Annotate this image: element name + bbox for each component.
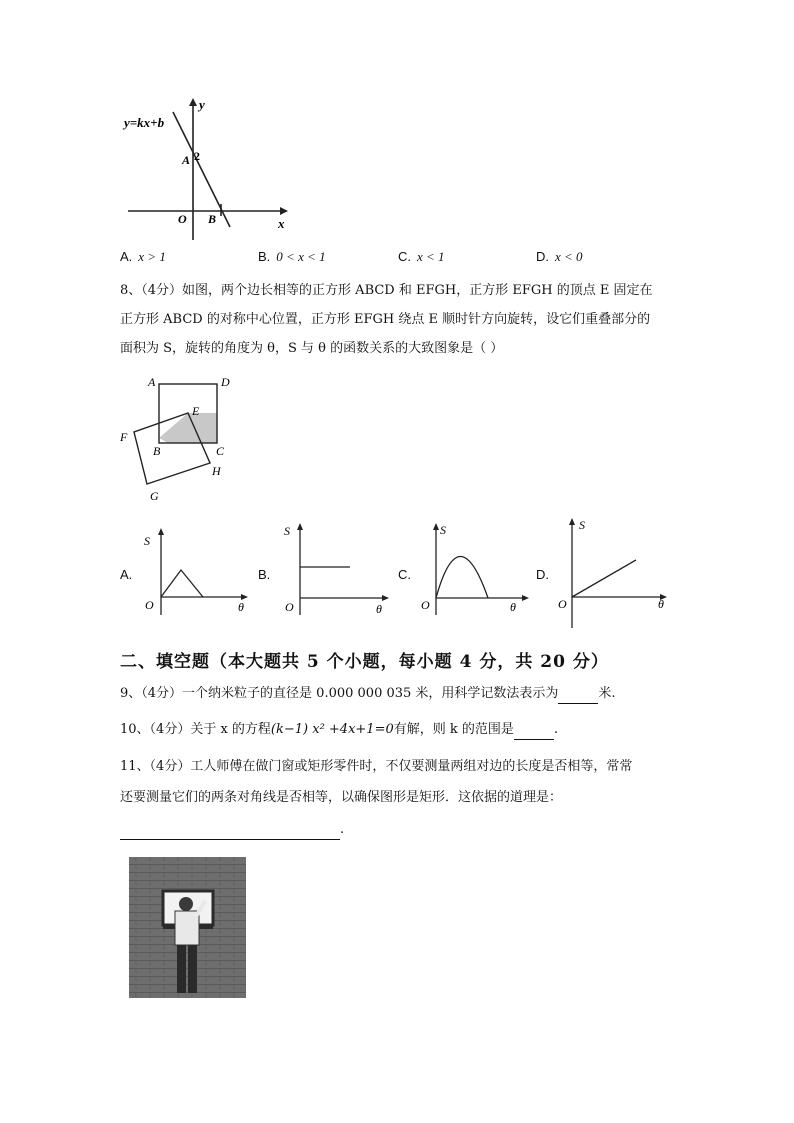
- s-label: S: [284, 524, 290, 538]
- theta-label: θ: [510, 600, 516, 614]
- theta-label: θ: [238, 600, 244, 614]
- q8-option-a-label[interactable]: A.: [120, 567, 133, 582]
- q8-option-a-graph[interactable]: [138, 525, 253, 615]
- origin-label: O: [145, 598, 154, 612]
- curve-increasing: [572, 560, 636, 597]
- curve-triangle: [161, 570, 203, 597]
- q7-linear-graph: [118, 92, 298, 242]
- q10-text-2: 有解，则 k 的范围是: [393, 722, 514, 737]
- y-axis-label: y: [199, 97, 205, 112]
- origin-label: O: [285, 600, 294, 614]
- x-axis-arrow: [280, 207, 288, 215]
- q8-line-1: 8、（4分）如图，两个边长相等的正方形 ABCD 和 EFGH，正方形 EFGH 的顶点 E 固定在: [120, 283, 653, 298]
- worker-head: [179, 897, 193, 911]
- q7-option-b[interactable]: B. 0 < x < 1: [258, 249, 326, 264]
- curve-arch: [436, 557, 488, 599]
- label-e: E: [192, 404, 200, 418]
- worker-leg-right: [188, 945, 197, 993]
- worker-leg-left: [177, 945, 186, 993]
- q7-option-a[interactable]: A. x > 1: [120, 249, 166, 264]
- label-b: B: [153, 444, 161, 458]
- y-axis-arrow: [158, 528, 164, 535]
- point-b-label: B: [208, 212, 217, 226]
- s-label: S: [440, 523, 446, 537]
- worker-shirt: [175, 911, 199, 945]
- origin-label: O: [558, 597, 567, 611]
- overlap-region: [159, 413, 217, 443]
- origin-label: O: [421, 598, 430, 612]
- q10-end: .: [553, 722, 559, 737]
- y-axis-arrow: [433, 523, 439, 530]
- q9-question: [120, 685, 616, 704]
- origin-label: O: [178, 212, 187, 226]
- theta-label: θ: [658, 597, 664, 611]
- q10-text: 10、（4分）关于 x 的方程: [120, 722, 271, 737]
- section-2-heading: 二、填空题（本大题共 5 个小题，每小题 4 分，共 20 分）: [120, 652, 609, 672]
- q8-option-b-label[interactable]: B.: [258, 567, 271, 582]
- s-label: S: [579, 518, 585, 532]
- q8-squares-figure: [112, 370, 232, 510]
- q7-option-c[interactable]: C. x < 1: [398, 249, 445, 264]
- q8-line-3: 面积为 S，旋转的角度为 θ，S 与 θ 的函数关系的大致图象是（ ）: [120, 341, 504, 356]
- point-a-value: 2: [194, 149, 200, 163]
- x-axis-label: x: [278, 216, 285, 231]
- label-c: C: [216, 444, 225, 458]
- q8-option-d-graph[interactable]: [554, 515, 672, 630]
- x-axis-arrow: [522, 595, 529, 601]
- q11-line-1: 11、（4分）工人师傅在做门窗或矩形零件时，不仅要测量两组对边的长度是否相等，常常: [120, 759, 633, 774]
- point-a-label: A: [182, 153, 191, 167]
- q11-end: .: [340, 822, 345, 837]
- q9-answer-blank[interactable]: [558, 685, 598, 704]
- line-label: y=kx+b: [124, 115, 165, 130]
- label-f: F: [120, 430, 128, 444]
- label-d: D: [221, 375, 230, 389]
- q10-equation: (k−1) x² +4x+1=0: [270, 722, 394, 737]
- q11-worker-window-photo: [129, 857, 246, 998]
- q8-option-c-label[interactable]: C.: [398, 567, 411, 582]
- q11-answer-line: [120, 821, 344, 840]
- label-a: A: [148, 375, 156, 389]
- theta-label: θ: [376, 602, 382, 615]
- q10-answer-blank[interactable]: [514, 721, 554, 740]
- s-label: S: [144, 534, 150, 548]
- q9-text: 9、（4分）一个纳米粒子的直径是 0.000 000 035 米，用科学记数法表示为: [120, 686, 559, 701]
- q8-option-c-graph[interactable]: [416, 520, 534, 615]
- q7-option-d[interactable]: D. x < 0: [536, 249, 583, 264]
- label-g: G: [150, 489, 159, 503]
- q8-line-2: 正方形 ABCD 的对称中心位置，正方形 EFGH 绕点 E 顺时针方向旋转，设它们重叠部分的: [120, 312, 651, 327]
- q10-question: [120, 721, 558, 740]
- q11-line-2: 还要测量它们的两条对角线是否相等，以确保图形是矩形．这依据的道理是：: [120, 790, 563, 805]
- q11-answer-blank[interactable]: [120, 821, 340, 840]
- y-axis-arrow: [297, 523, 303, 530]
- y-axis-arrow: [189, 98, 197, 106]
- q8-option-d-label[interactable]: D.: [536, 567, 549, 582]
- q9-unit: 米.: [598, 686, 616, 701]
- y-axis-arrow: [569, 518, 575, 525]
- label-h: H: [212, 464, 221, 478]
- x-axis-arrow: [382, 595, 389, 601]
- q8-option-b-graph[interactable]: [276, 520, 394, 615]
